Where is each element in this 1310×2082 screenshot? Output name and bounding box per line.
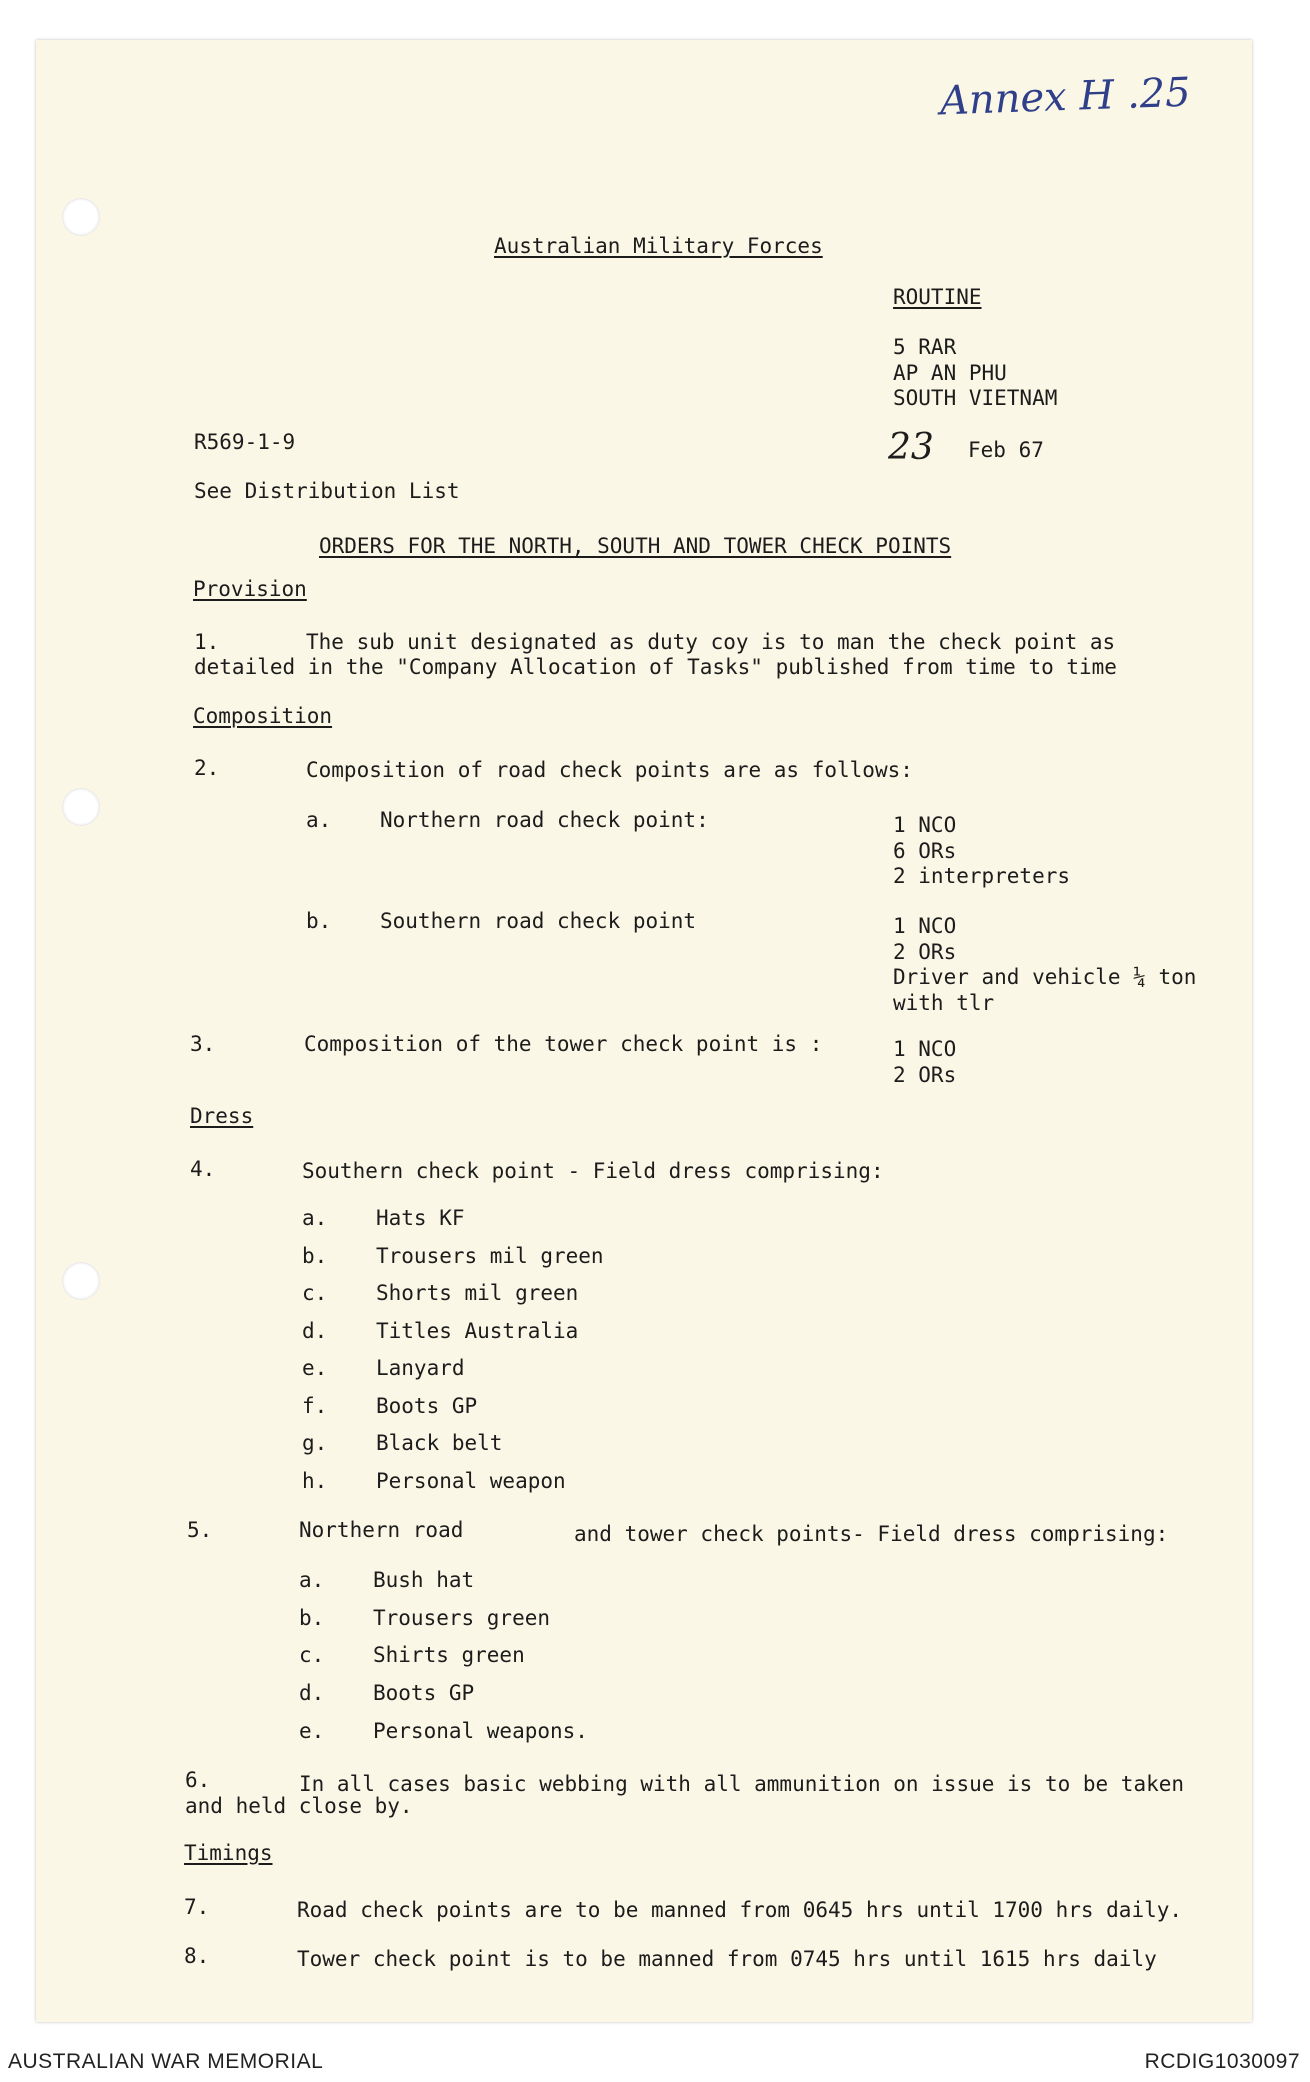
dress-item: Shirts green <box>373 1643 525 1667</box>
section-heading: Dress <box>190 1104 254 1128</box>
personnel-item: 1 NCO <box>893 1037 957 1061</box>
para-text: The sub unit designated as duty coy is to man the check point as <box>306 630 1116 654</box>
dress-item: Titles Australia <box>376 1319 579 1343</box>
sub-letter: a. <box>299 1568 325 1592</box>
sub-letter: b. <box>299 1606 325 1630</box>
para-text: and held close by. <box>185 1794 413 1818</box>
para-number: 5. <box>187 1518 213 1542</box>
sub-letter: d. <box>302 1319 328 1343</box>
section-heading: Composition <box>193 704 333 728</box>
address-line: SOUTH VIETNAM <box>893 386 1058 410</box>
dress-item: Boots GP <box>376 1394 478 1418</box>
punch-hole <box>62 1262 100 1300</box>
para-text: Road check points are to be manned from 0645 hrs until 1700 hrs daily. <box>297 1898 1183 1922</box>
sub-letter: a. <box>302 1206 328 1230</box>
dress-item: Trousers mil green <box>376 1244 604 1268</box>
sub-letter: c. <box>299 1643 325 1667</box>
precedence: ROUTINE <box>893 285 982 309</box>
para-number: 3. <box>190 1032 216 1056</box>
sub-text: Northern road check point: <box>380 808 709 832</box>
personnel-item: 2 ORs <box>893 1063 957 1087</box>
handwritten-date-day: 23 <box>888 427 934 468</box>
para-text: Tower check point is to be manned from 0745 hrs until 1615 hrs daily <box>297 1947 1157 1971</box>
dress-item: Bush hat <box>373 1568 475 1592</box>
sub-letter: b. <box>306 909 332 933</box>
sub-letter: g. <box>302 1431 328 1455</box>
org-heading: Australian Military Forces <box>494 234 823 258</box>
para-number: 8. <box>184 1944 210 1968</box>
para-number: 4. <box>190 1157 216 1181</box>
sub-letter: e. <box>302 1356 328 1380</box>
sub-letter: e. <box>299 1719 325 1743</box>
para-text: Southern check point - Field dress comprising: <box>302 1159 884 1183</box>
para-number: 2. <box>194 756 220 780</box>
para-text: In all cases basic webbing with all ammunition on issue is to be taken <box>299 1772 1185 1796</box>
file-reference: R569-1-9 <box>194 430 296 454</box>
para-text: and tower check points- Field dress comprising: <box>574 1522 1169 1546</box>
handwritten-annotation: Annex H .25 <box>939 69 1192 125</box>
dress-item: Trousers green <box>373 1606 551 1630</box>
para-text: detailed in the "Company Allocation of Tasks" published from time to time <box>194 655 1117 679</box>
date-month: Feb 67 <box>968 438 1044 462</box>
dress-item: Hats KF <box>376 1206 465 1230</box>
personnel-item: 1 NCO <box>893 914 957 938</box>
dress-item: Shorts mil green <box>376 1281 579 1305</box>
section-heading: Timings <box>184 1841 273 1865</box>
para-text: Northern road <box>299 1518 464 1542</box>
sub-letter: f. <box>302 1394 328 1418</box>
footer-source: AUSTRALIAN WAR MEMORIAL <box>8 2050 324 2073</box>
sub-text: Southern road check point <box>380 909 697 933</box>
footer-catalog-id: RCDIG1030097 <box>1144 2050 1300 2073</box>
sub-letter: b. <box>302 1244 328 1268</box>
para-number: 7. <box>184 1895 210 1919</box>
personnel-item: Driver and vehicle ¼ ton <box>893 965 1197 989</box>
dress-item: Lanyard <box>376 1356 465 1380</box>
distribution: See Distribution List <box>194 479 460 503</box>
dress-item: Personal weapon <box>376 1469 566 1493</box>
punch-hole <box>62 788 100 826</box>
address-line: 5 RAR <box>893 335 957 359</box>
sub-letter: h. <box>302 1469 328 1493</box>
section-heading: Provision <box>193 577 307 601</box>
punch-hole <box>62 198 100 236</box>
sub-letter: a. <box>306 808 332 832</box>
dress-item: Boots GP <box>373 1681 475 1705</box>
address-line: AP AN PHU <box>893 361 1007 385</box>
dress-item: Black belt <box>376 1431 503 1455</box>
para-number: 1. <box>194 630 220 654</box>
para-number: 6. <box>185 1768 211 1792</box>
dress-item: Personal weapons. <box>373 1719 588 1743</box>
personnel-item: 1 NCO <box>893 813 957 837</box>
personnel-item: with tlr <box>893 991 995 1015</box>
document-title: ORDERS FOR THE NORTH, SOUTH AND TOWER CHECK POINTS <box>319 534 952 558</box>
personnel-item: 2 ORs <box>893 940 957 964</box>
personnel-item: 6 ORs <box>893 839 957 863</box>
sub-letter: d. <box>299 1681 325 1705</box>
personnel-item: 2 interpreters <box>893 864 1071 888</box>
para-text: Composition of road check points are as follows: <box>306 758 913 782</box>
para-text: Composition of the tower check point is : <box>304 1032 823 1056</box>
sub-letter: c. <box>302 1281 328 1305</box>
